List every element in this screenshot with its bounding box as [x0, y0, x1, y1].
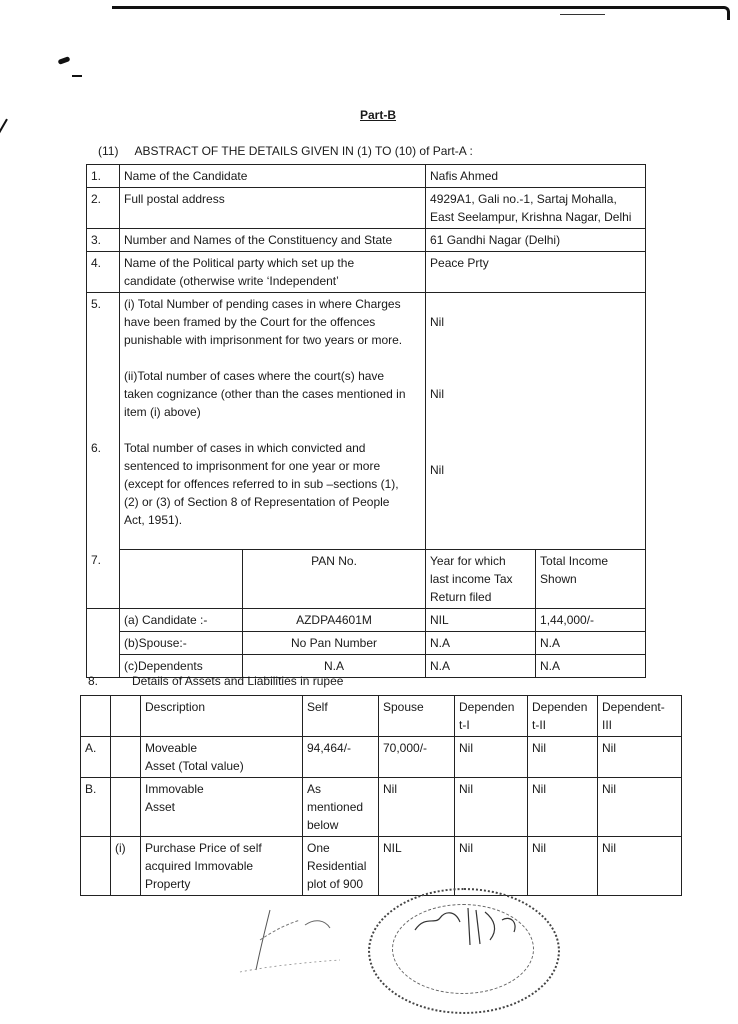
value-nil: Nil — [430, 463, 445, 477]
header-line: t-I — [459, 718, 470, 732]
label-line: taken cognizance (other than the cases mentioned in — [124, 387, 406, 401]
header-line: Shown — [540, 571, 577, 586]
income-header — [536, 549, 646, 608]
row-description — [141, 737, 303, 778]
income-value: N.A — [536, 631, 646, 654]
row-sub-code: (i) — [111, 837, 141, 896]
label-line: (2) or (3) of Section 8 of Representation of People — [124, 495, 390, 509]
dep3-value: Nil — [598, 837, 682, 896]
value-line: below — [307, 818, 339, 832]
year-value: N.A — [426, 631, 536, 654]
header-line: Dependen — [532, 700, 588, 714]
value-line: Residential — [307, 859, 367, 873]
label-line: item (i) above) — [124, 405, 201, 419]
abstract-number: (11) — [98, 144, 119, 158]
scan-speck — [58, 56, 71, 65]
income-label: (b)Spouse:- — [120, 631, 243, 654]
desc-line: Property — [145, 877, 191, 891]
label-line: sentenced to imprisonment for one year or more — [124, 459, 381, 473]
blank-cell — [87, 608, 120, 631]
row-code: B. — [81, 778, 111, 837]
row-description — [141, 837, 303, 896]
row-number: 3. — [87, 229, 120, 252]
dep3-value: Nil — [598, 737, 682, 778]
row-label: Number and Names of the Constituency and State — [120, 229, 426, 252]
pan-value: N.A — [243, 654, 426, 677]
spouse-value: NIL — [379, 837, 455, 896]
spouse-value: Nil — [379, 778, 455, 837]
table-row — [81, 737, 682, 778]
desc-line: Immovable — [145, 782, 204, 796]
stamp-handwriting — [410, 900, 530, 960]
row-value — [426, 188, 646, 229]
top-border-mark — [112, 6, 730, 20]
label-line: Name of the Political party which set up the — [124, 256, 355, 270]
col-header-dependent-1 — [455, 696, 528, 737]
label-line: have been framed by the Court for the offences — [124, 315, 376, 329]
label-line: Total number of cases in which convicted and — [124, 441, 366, 455]
pan-header: PAN No. — [243, 549, 426, 608]
label-line: Act, 1951). — [124, 513, 183, 527]
row-value: Nafis Ahmed — [426, 165, 646, 188]
label-line: candidate (otherwise write ‘Independent’ — [124, 274, 339, 288]
table-row — [87, 252, 646, 293]
row-code: A. — [81, 737, 111, 778]
assets-table — [80, 695, 682, 896]
table-row — [81, 696, 682, 737]
dep2-value: Nil — [528, 778, 598, 837]
row-description — [141, 778, 303, 837]
row-number: 2. — [87, 188, 120, 229]
abstract-heading — [98, 144, 473, 158]
row-value: Peace Prty — [426, 252, 646, 293]
col-header-spouse: Spouse — [379, 696, 455, 737]
row-label — [120, 293, 426, 550]
row-number — [87, 293, 120, 550]
value-nil: Nil — [430, 315, 445, 329]
dep1-value: Nil — [455, 778, 528, 837]
pan-value: No Pan Number — [243, 631, 426, 654]
income-label: (c)Dependents — [120, 654, 243, 677]
table-row — [87, 608, 646, 631]
value-line: plot of 900 — [307, 877, 364, 891]
col-header-dependent-3 — [598, 696, 682, 737]
col-header-dependent-2 — [528, 696, 598, 737]
row-number: 7. — [87, 549, 120, 608]
address-line-2: East Seelampur, Krishna Nagar, Delhi — [430, 210, 632, 224]
row-number: 4. — [87, 252, 120, 293]
year-value: NIL — [426, 608, 536, 631]
row-value: 61 Gandhi Nagar (Delhi) — [426, 229, 646, 252]
header-line: last income Tax — [430, 571, 513, 586]
address-line-1: 4929A1, Gali no.-1, Sartaj Mohalla, — [430, 192, 617, 206]
scan-speck — [0, 119, 8, 134]
blank-cell — [111, 737, 141, 778]
table-row — [87, 631, 646, 654]
income-label: (a) Candidate :- — [120, 608, 243, 631]
table-row — [87, 549, 646, 608]
header-line: Dependent- — [602, 700, 665, 714]
col-header-self: Self — [303, 696, 379, 737]
top-border-mark-thin — [560, 14, 605, 15]
section-8-heading — [88, 674, 343, 688]
dep3-value: Nil — [598, 778, 682, 837]
header-line: Dependen — [459, 700, 515, 714]
label-line: (ii)Total number of cases where the court(s) have — [124, 369, 385, 383]
blank-cell — [81, 696, 111, 737]
header-line: III — [602, 718, 613, 732]
num-6: 6. — [91, 441, 102, 455]
blank-cell — [81, 837, 111, 896]
row-value — [426, 293, 646, 550]
desc-line: Moveable — [145, 741, 198, 755]
dep2-value: Nil — [528, 837, 598, 896]
dep1-value: Nil — [455, 737, 528, 778]
section-number: 8. — [88, 674, 99, 688]
desc-line: Asset (Total value) — [145, 759, 244, 773]
table-row — [87, 165, 646, 188]
header-line: t-II — [532, 718, 546, 732]
income-value: 1,44,000/- — [536, 608, 646, 631]
page-title: Part-B — [360, 108, 397, 122]
header-line: Year for which — [430, 553, 506, 568]
dep2-value: Nil — [528, 737, 598, 778]
desc-line: Asset — [145, 800, 176, 814]
table-row — [87, 229, 646, 252]
table-row — [87, 293, 646, 550]
self-value — [303, 778, 379, 837]
table-row — [81, 837, 682, 896]
self-value — [303, 837, 379, 896]
abstract-table — [86, 164, 646, 678]
self-value: 94,464/- — [303, 737, 379, 778]
year-value: N.A — [426, 654, 536, 677]
pan-value: AZDPA4601M — [243, 608, 426, 631]
value-line: One — [307, 841, 330, 855]
row-label: Name of the Candidate — [120, 165, 426, 188]
section-title: Details of Assets and Liabilities in rupee — [132, 674, 344, 688]
row-label: Full postal address — [120, 188, 426, 229]
desc-line: acquired Immovable — [145, 859, 254, 873]
num-5: 5. — [91, 297, 102, 311]
blank-cell — [120, 549, 243, 608]
scan-speck — [72, 75, 82, 77]
col-header-description: Description — [141, 696, 303, 737]
value-nil: Nil — [430, 387, 445, 401]
label-line: punishable with imprisonment for two years or more. — [124, 333, 403, 347]
label-line: (except for offences referred to in sub –sections (1), — [124, 477, 399, 491]
year-header — [426, 549, 536, 608]
desc-line: Purchase Price of self — [145, 841, 262, 855]
abstract-text: ABSTRACT OF THE DETAILS GIVEN IN (1) TO (10) of Part-A : — [134, 144, 473, 158]
value-line: mentioned — [307, 800, 364, 814]
label-line: (i) Total Number of pending cases in where Charges — [124, 297, 401, 311]
row-label — [120, 252, 426, 293]
blank-cell — [111, 778, 141, 837]
blank-cell — [111, 696, 141, 737]
income-value: N.A — [536, 654, 646, 677]
dep1-value: Nil — [455, 837, 528, 896]
header-line: Total Income — [540, 553, 609, 568]
row-number: 1. — [87, 165, 120, 188]
table-row — [87, 188, 646, 229]
table-row — [81, 778, 682, 837]
value-line: As — [307, 782, 322, 796]
blank-cell — [87, 631, 120, 654]
signature-scribble — [230, 900, 350, 980]
header-line: Return filed — [430, 589, 492, 604]
spouse-value: 70,000/- — [379, 737, 455, 778]
